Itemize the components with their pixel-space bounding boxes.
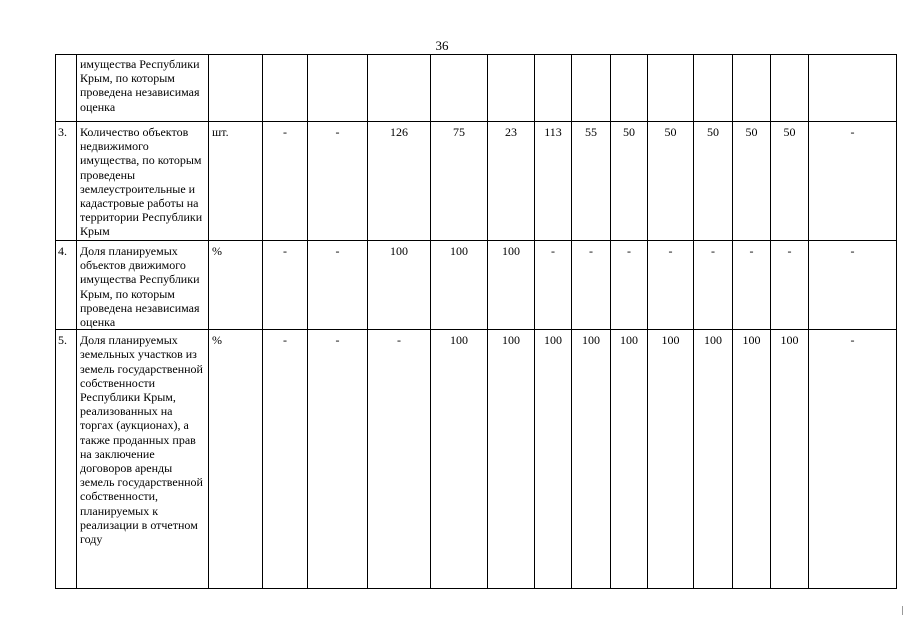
value-cell: - — [572, 241, 611, 330]
value-cell: 100 — [535, 330, 572, 589]
page-number: 36 — [435, 38, 449, 53]
row-number: 5. — [56, 330, 77, 589]
value-cell — [572, 55, 611, 122]
table-row — [56, 241, 897, 330]
value-cell — [368, 55, 431, 122]
value-cell: - — [809, 122, 897, 241]
value-cell: - — [308, 241, 368, 330]
table-row — [56, 330, 897, 589]
value-cell — [263, 55, 308, 122]
value-cell: 55 — [572, 122, 611, 241]
value-cell: - — [809, 241, 897, 330]
value-cell: 75 — [431, 122, 488, 241]
value-cell: 50 — [771, 122, 809, 241]
value-cell: - — [308, 122, 368, 241]
value-cell: 100 — [611, 330, 648, 589]
value-cell — [648, 55, 694, 122]
value-cell: - — [368, 330, 431, 589]
value-cell — [733, 55, 771, 122]
value-cell — [488, 55, 535, 122]
table-row — [56, 55, 897, 122]
indicator-name: Количество объектов недвижимого имущества, по которым проведены землеустроительные и кадастровые работы на территории Республики Крым — [77, 122, 209, 241]
value-cell: 100 — [733, 330, 771, 589]
value-cell: 50 — [694, 122, 733, 241]
value-cell: 100 — [648, 330, 694, 589]
value-cell: 23 — [488, 122, 535, 241]
row-number: 4. — [56, 241, 77, 330]
value-cell: 50 — [733, 122, 771, 241]
indicator-name: Доля планируемых земельных участков из земель государственной собственности Республики Крым, реализованных на торгах (аукционах), а также проданных прав на заключение договоров аренды земель государственной собственности, планируемых к реализации в отчетном году — [77, 330, 209, 589]
value-cell: 100 — [431, 330, 488, 589]
unit-cell: шт. — [209, 122, 263, 241]
row-number — [56, 55, 77, 122]
value-cell: - — [308, 330, 368, 589]
value-cell: - — [809, 330, 897, 589]
value-cell: 100 — [572, 330, 611, 589]
value-cell — [535, 55, 572, 122]
value-cell: 113 — [535, 122, 572, 241]
value-cell — [611, 55, 648, 122]
unit-cell — [209, 55, 263, 122]
table-row — [56, 122, 897, 241]
value-cell: - — [611, 241, 648, 330]
indicators-table — [55, 54, 897, 589]
value-cell: - — [694, 241, 733, 330]
value-cell: - — [535, 241, 572, 330]
value-cell: 50 — [648, 122, 694, 241]
unit-cell: % — [209, 330, 263, 589]
scan-margin-mark — [902, 606, 903, 615]
value-cell: - — [733, 241, 771, 330]
value-cell: - — [263, 330, 308, 589]
value-cell: 100 — [488, 241, 535, 330]
indicator-name: имущества Республики Крым, по которым проведена независимая оценка — [77, 55, 209, 122]
value-cell — [431, 55, 488, 122]
value-cell — [694, 55, 733, 122]
value-cell: 100 — [488, 330, 535, 589]
value-cell — [809, 55, 897, 122]
value-cell — [308, 55, 368, 122]
value-cell: 100 — [771, 330, 809, 589]
value-cell: 100 — [431, 241, 488, 330]
unit-cell: % — [209, 241, 263, 330]
value-cell — [771, 55, 809, 122]
value-cell: - — [771, 241, 809, 330]
value-cell: 100 — [368, 241, 431, 330]
value-cell: 50 — [611, 122, 648, 241]
value-cell: 126 — [368, 122, 431, 241]
value-cell: 100 — [694, 330, 733, 589]
value-cell: - — [263, 241, 308, 330]
indicator-name: Доля планируемых объектов движимого имущества Республики Крым, по которым проведена независимая оценка — [77, 241, 209, 330]
value-cell: - — [263, 122, 308, 241]
row-number: 3. — [56, 122, 77, 241]
value-cell: - — [648, 241, 694, 330]
